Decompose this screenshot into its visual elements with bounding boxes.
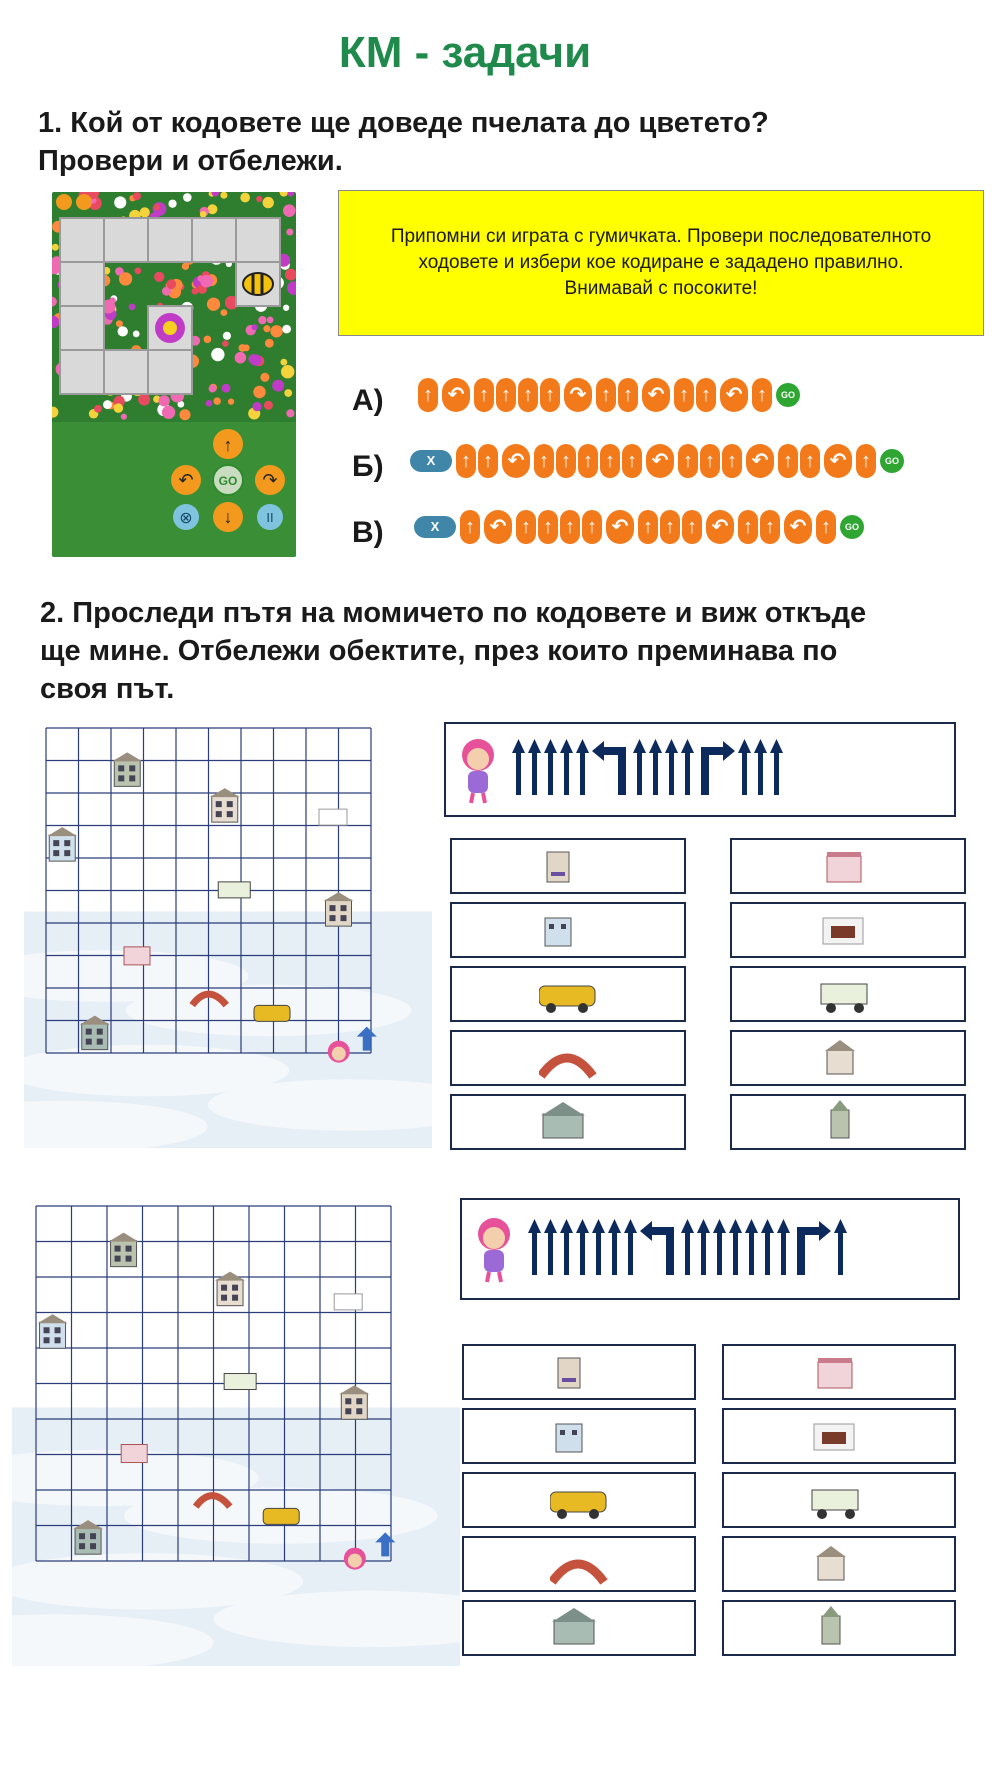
forward-arrow-icon: ↑ (478, 444, 498, 478)
option-b-label: Б) (352, 450, 384, 483)
girl-icon (472, 1214, 520, 1284)
clear-button: X (410, 450, 452, 472)
turn-code (706, 510, 734, 544)
forward-arrow-icon: ↑ (560, 510, 580, 544)
small-house-icon (819, 1036, 877, 1080)
green-tower-icon (810, 1606, 868, 1650)
svg-text:⊗: ⊗ (179, 510, 193, 527)
hint-text: Припомни си играта с гумичката. Провери последователното ходовете и избери кое кодиране е зададено правилно. Внимавай с посоките! (390, 226, 932, 299)
turn-left-arrow-icon (592, 739, 630, 800)
forward-code-group (460, 510, 480, 544)
up-arrow-icon (544, 1219, 557, 1280)
forward-arrow-icon: ↑ (596, 378, 616, 412)
go-button-label: GO (218, 474, 238, 488)
hint-box (338, 190, 984, 336)
answer-box[interactable] (722, 1472, 956, 1528)
forward-arrow-icon: ↑ (538, 510, 558, 544)
go-icon: GO (880, 449, 904, 473)
option-a-codes[interactable] (418, 378, 800, 412)
turn-left-icon: ↶ (606, 510, 634, 544)
answer-box[interactable] (730, 902, 966, 958)
turn-code (564, 378, 592, 412)
forward-arrow-icon: ↑ (556, 444, 576, 478)
forward-arrow-icon: ↑ (600, 444, 620, 478)
option-a-label: А) (352, 384, 384, 417)
answer-box[interactable] (450, 838, 686, 894)
forward-code-group (738, 510, 780, 544)
bridge-icon (550, 1542, 608, 1586)
answer-box[interactable] (722, 1536, 956, 1592)
forward-code-group (856, 444, 876, 478)
turn-left-icon: ↶ (720, 378, 748, 412)
turn-left-icon: ↶ (502, 444, 530, 478)
forward-code-group (778, 444, 820, 478)
up-arrow-icon (834, 1219, 847, 1280)
clear-button: X (414, 516, 456, 538)
answer-box[interactable] (462, 1536, 696, 1592)
forward-code-group (516, 510, 602, 544)
turn-left-icon: ↶ (642, 378, 670, 412)
answer-box[interactable] (722, 1408, 956, 1464)
forward-arrow-icon: ↑ (534, 444, 554, 478)
forward-code-group (638, 510, 702, 544)
pink-temple-icon (819, 844, 877, 888)
turn-code (784, 510, 812, 544)
bee-game-image (52, 192, 296, 557)
home-icon (56, 194, 72, 210)
puzzle2-map (12, 1196, 460, 1666)
forward-arrow-icon: ↑ (700, 444, 720, 478)
forward-arrow-icon: ↑ (696, 378, 716, 412)
task2-question (40, 594, 866, 708)
up-arrow-icon (649, 739, 662, 800)
bee-game-svg (52, 192, 296, 557)
go-icon: GO (840, 515, 864, 539)
flower-icon (155, 313, 185, 343)
up-arrow-icon (592, 1219, 605, 1280)
girl-icon (456, 735, 504, 805)
forward-arrow-icon: ↑ (618, 378, 638, 412)
forward-arrow-icon: ↑ (738, 510, 758, 544)
food-truck-icon (810, 1478, 868, 1522)
turn-code (484, 510, 512, 544)
turn-left-icon: ↶ (824, 444, 852, 478)
forward-arrow-icon: ↑ (496, 378, 516, 412)
up-arrow-icon (777, 1219, 790, 1280)
restart-icon (76, 194, 92, 210)
answer-box[interactable] (462, 1600, 696, 1656)
forward-arrow-icon: ↑ (678, 444, 698, 478)
turn-left-icon: ↶ (442, 378, 470, 412)
svg-text:↑: ↑ (223, 435, 233, 455)
forward-arrow-icon: ↑ (674, 378, 694, 412)
turn-left-icon: ↶ (646, 444, 674, 478)
up-arrow-icon (745, 1219, 758, 1280)
answer-box[interactable] (730, 838, 966, 894)
up-arrow-icon (697, 1219, 710, 1280)
option-c-label: В) (352, 516, 384, 549)
up-arrow-icon (713, 1219, 726, 1280)
bee-icon (243, 273, 273, 295)
puzzle2-options (462, 1344, 964, 1654)
forward-arrow-icon: ↑ (800, 444, 820, 478)
up-arrow-icon (665, 739, 678, 800)
up-arrow-icon (624, 1219, 637, 1280)
taxi-icon (539, 972, 597, 1016)
turn-right-icon: ↷ (564, 378, 592, 412)
up-arrow-icon (512, 739, 525, 800)
forward-arrow-icon: ↑ (474, 378, 494, 412)
forward-arrow-icon: ↑ (622, 444, 642, 478)
turn-code (746, 444, 774, 478)
forward-code-group (418, 378, 438, 412)
page-title: КМ - задачи (338, 28, 592, 77)
answer-box[interactable] (450, 966, 686, 1022)
answer-box[interactable] (462, 1472, 696, 1528)
svg-text:↓: ↓ (223, 507, 233, 527)
turn-left-arrow-icon (640, 1219, 678, 1280)
up-arrow-icon (729, 1219, 742, 1280)
white-stage-icon (810, 1414, 868, 1458)
up-arrow-icon (576, 739, 589, 800)
forward-arrow-icon: ↑ (760, 510, 780, 544)
svg-text:↶: ↶ (178, 470, 194, 490)
forward-code-group (816, 510, 836, 544)
blue-house-icon (550, 1414, 608, 1458)
green-house-icon (539, 1100, 597, 1144)
forward-code-group (474, 378, 560, 412)
task1-question (38, 104, 769, 180)
answer-box[interactable] (450, 1030, 686, 1086)
forward-code-group (456, 444, 498, 478)
up-arrow-icon (681, 1219, 694, 1280)
answer-box[interactable] (730, 1030, 966, 1086)
forward-arrow-icon: ↑ (516, 510, 536, 544)
turn-code (824, 444, 852, 478)
forward-arrow-icon: ↑ (816, 510, 836, 544)
tall-house-icon (539, 844, 597, 888)
puzzle1-options (450, 838, 960, 1148)
up-arrow-icon (754, 739, 767, 800)
up-arrow-icon (738, 739, 751, 800)
turn-left-icon: ↶ (706, 510, 734, 544)
up-arrow-icon (528, 739, 541, 800)
turn-left-icon: ↶ (746, 444, 774, 478)
turn-code (720, 378, 748, 412)
answer-box[interactable] (462, 1344, 696, 1400)
forward-arrow-icon: ↑ (682, 510, 702, 544)
up-arrow-icon (560, 1219, 573, 1280)
forward-code-group (678, 444, 742, 478)
go-icon: GO (776, 383, 800, 407)
turn-right-arrow-icon (793, 1219, 831, 1280)
forward-arrow-icon: ↑ (540, 378, 560, 412)
turn-left-icon: ↶ (484, 510, 512, 544)
blue-house-icon (539, 908, 597, 952)
forward-arrow-icon: ↑ (638, 510, 658, 544)
turn-right-arrow-icon (697, 739, 735, 800)
turn-code (606, 510, 634, 544)
task2-line3: своя път. (40, 673, 175, 705)
answer-box[interactable] (450, 1094, 686, 1150)
answer-box[interactable] (722, 1344, 956, 1400)
up-arrow-icon (633, 739, 646, 800)
answer-box[interactable] (730, 1094, 966, 1150)
answer-box[interactable] (462, 1408, 696, 1464)
turn-code (502, 444, 530, 478)
tall-house-icon (550, 1350, 608, 1394)
task2-line1: 2. Проследи пътя на момичето по кодовете и виж откъде (40, 597, 867, 629)
answer-box[interactable] (722, 1600, 956, 1656)
answer-box[interactable] (730, 966, 966, 1022)
puzzle1-map (24, 718, 432, 1148)
up-arrow-icon (544, 739, 557, 800)
food-truck-icon (819, 972, 877, 1016)
turn-code (646, 444, 674, 478)
option-c-codes[interactable] (414, 510, 864, 544)
forward-arrow-icon: ↑ (660, 510, 680, 544)
svg-text:II: II (266, 510, 274, 525)
forward-code-group (534, 444, 642, 478)
up-arrow-icon (576, 1219, 589, 1280)
white-stage-icon (819, 908, 877, 952)
pink-temple-icon (810, 1350, 868, 1394)
forward-arrow-icon: ↑ (722, 444, 742, 478)
small-house-icon (810, 1542, 868, 1586)
option-b-codes[interactable] (410, 444, 904, 478)
forward-code-group (674, 378, 716, 412)
forward-arrow-icon: ↑ (456, 444, 476, 478)
up-arrow-icon (608, 1219, 621, 1280)
up-arrow-icon (681, 739, 694, 800)
answer-box[interactable] (450, 902, 686, 958)
puzzle2-sequence (460, 1198, 960, 1300)
task2-line2: ще мине. Отбележи обектите, през които преминава по (40, 635, 838, 667)
up-arrow-icon (770, 739, 783, 800)
up-arrow-icon (761, 1219, 774, 1280)
forward-arrow-icon: ↑ (518, 378, 538, 412)
turn-code (642, 378, 670, 412)
task1-line1: 1. Кой от кодовете ще доведе пчелата до цветето? (38, 107, 769, 139)
forward-arrow-icon: ↑ (460, 510, 480, 544)
task1-line2: Провери и отбележи. (38, 145, 343, 177)
up-arrow-icon (560, 739, 573, 800)
forward-code-group (752, 378, 772, 412)
forward-arrow-icon: ↑ (578, 444, 598, 478)
green-house-icon (550, 1606, 608, 1650)
green-tower-icon (819, 1100, 877, 1144)
bridge-icon (539, 1036, 597, 1080)
forward-arrow-icon: ↑ (778, 444, 798, 478)
turn-code (442, 378, 470, 412)
forward-arrow-icon: ↑ (582, 510, 602, 544)
up-arrow-icon (528, 1219, 541, 1280)
forward-arrow-icon: ↑ (856, 444, 876, 478)
forward-arrow-icon: ↑ (752, 378, 772, 412)
taxi-icon (550, 1478, 608, 1522)
forward-arrow-icon: ↑ (418, 378, 438, 412)
turn-left-icon: ↶ (784, 510, 812, 544)
forward-code-group (596, 378, 638, 412)
svg-text:↷: ↷ (262, 470, 278, 490)
puzzle1-sequence (444, 722, 956, 817)
